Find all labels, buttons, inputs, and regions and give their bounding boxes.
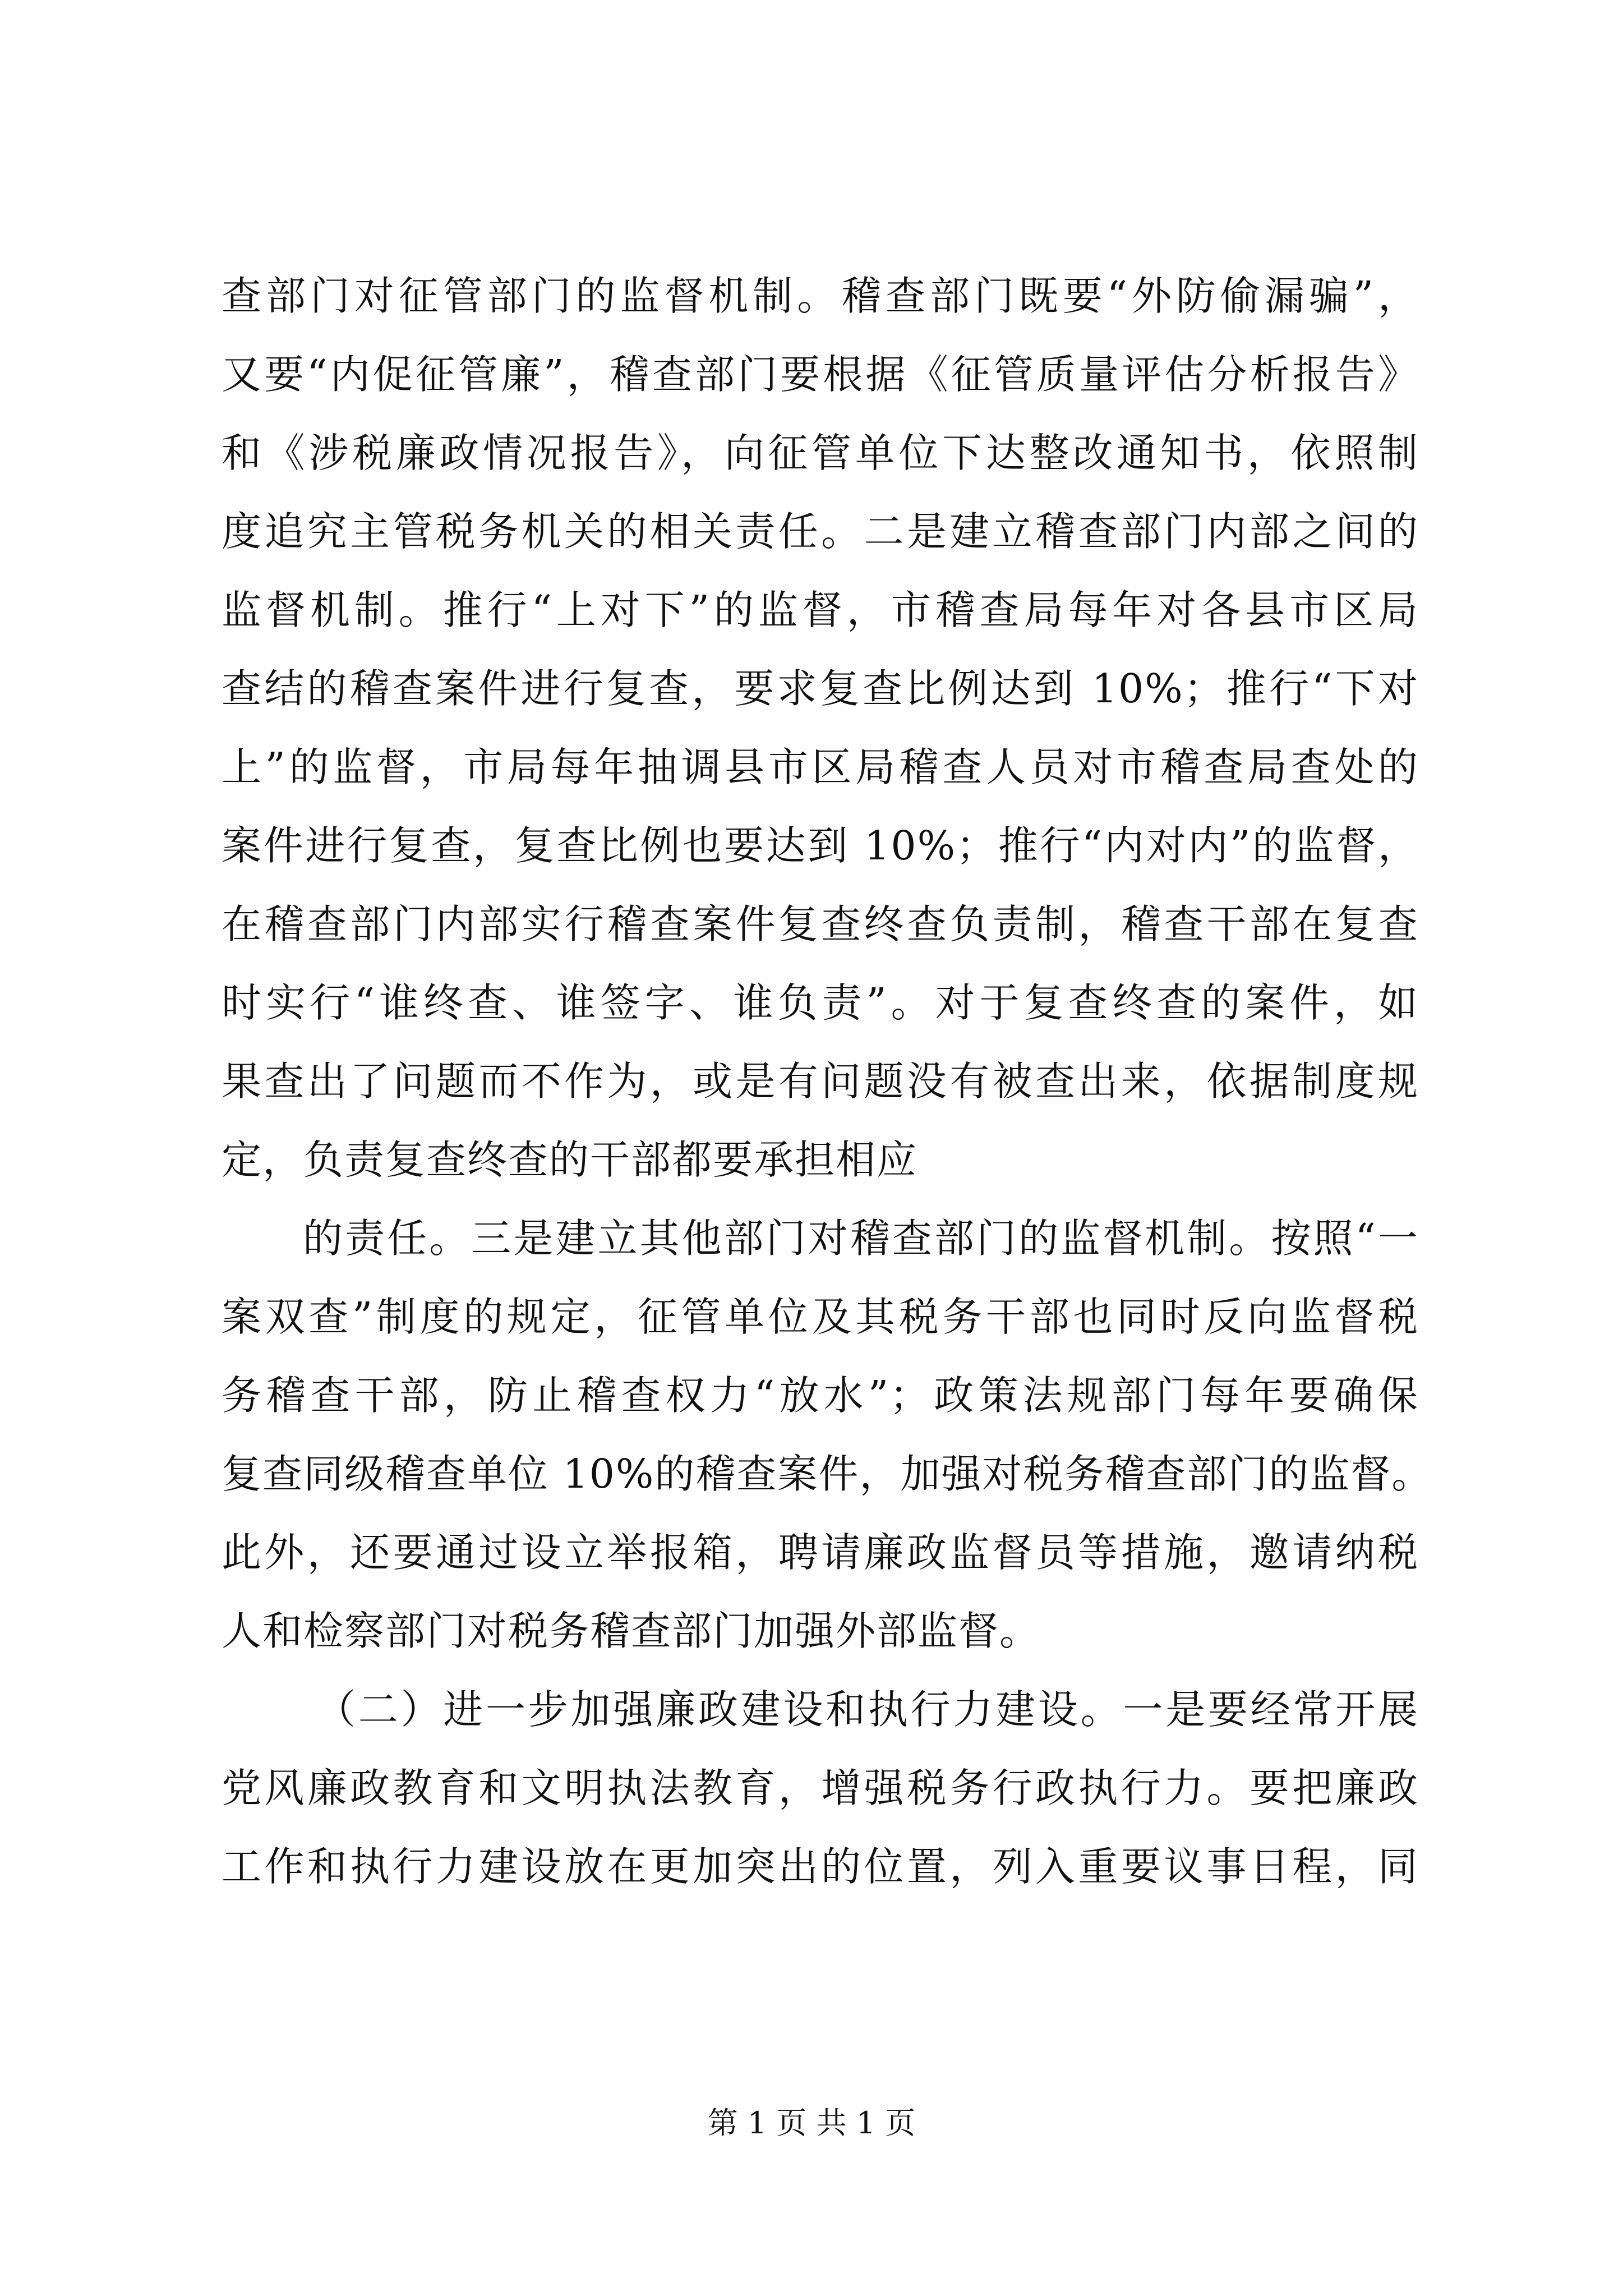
text-line: 又要“内促征管廉”，稽查部门要根据《征管质量评估分析报告》 (222, 351, 1419, 398)
text-line: 此外，还要通过设立举报箱，聘请廉政监督员等措施，邀请纳税 (222, 1529, 1419, 1576)
text-line: 查结的稽查案件进行复查，要求复查比例达到 10%；推行“下对 (222, 665, 1419, 712)
text-line: 务稽查干部，防止稽查权力“放水”；政策法规部门每年要确保 (222, 1372, 1419, 1419)
text-line: 定，负责复查终查的干部都要承担相应 (222, 1137, 918, 1183)
text-line: 党风廉政教育和文明执法教育，增强税务行政执行力。要把廉政 (222, 1765, 1419, 1811)
document-body (222, 257, 1433, 1906)
text-line: 时实行“谁终查、谁签字、谁负责”。对于复查终查的案件，如 (222, 979, 1419, 1026)
text-line: 在稽查部门内部实行稽查案件复查终查负责制，稽查干部在复查 (222, 901, 1419, 947)
paragraph (222, 1671, 1419, 1906)
text-line: 和《涉税廉政情况报告》，向征管单位下达整改通知书，依照制 (222, 430, 1419, 476)
text-line: 复查同级稽查单位 10%的稽查案件，加强对税务稽查部门的监督。 (222, 1451, 1433, 1497)
text-line: 工作和执行力建设放在更加突出的位置，列入重要议事日程，同 (222, 1843, 1419, 1890)
text-line: 果查出了问题而不作为，或是有问题没有被查出来，依据制度规 (222, 1058, 1419, 1105)
text-line: 监督机制。推行“上对下”的监督，市稽查局每年对各县市区局 (222, 587, 1419, 633)
page-footer (0, 2101, 1623, 2146)
text-line: 案双查”制度的规定，征管单位及其税务干部也同时反向监督税 (222, 1294, 1419, 1340)
page-number-label: 第 1 页 共 1 页 (707, 2105, 916, 2141)
text-line: 的责任。三是建立其他部门对稽查部门的监督机制。按照“一 (303, 1215, 1419, 1262)
text-line: 上”的监督，市局每年抽调县市区局稽查人员对市稽查局查处的 (222, 744, 1419, 790)
text-line: 人和检察部门对税务稽查部门加强外部监督。 (222, 1608, 1041, 1654)
text-line: 查部门对征管部门的监督机制。稽查部门既要“外防偷漏骗”， (222, 273, 1419, 319)
paragraph (222, 257, 1419, 1199)
text-line: 度追究主管税务机关的相关责任。二是建立稽查部门内部之间的 (222, 508, 1419, 555)
text-line: 案件进行复查，复查比例也要达到 10%；推行“内对内”的监督， (222, 822, 1419, 869)
text-line: （二）进一步加强廉政建设和执行力建设。一是要经常开展 (316, 1686, 1419, 1733)
paragraph (222, 1199, 1433, 1671)
